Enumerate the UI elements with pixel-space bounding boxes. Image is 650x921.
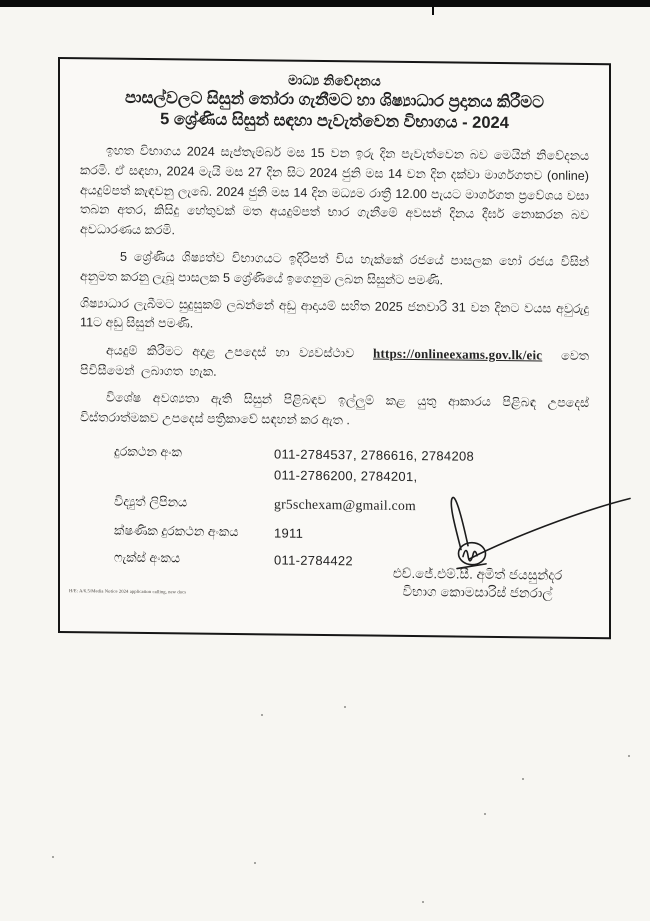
phone-numbers-line1: 011-2784537, 2786616, 2784208 (274, 446, 475, 465)
signature-graphic (428, 457, 650, 578)
email-address: gr5schexam@gmail.com (274, 496, 416, 514)
scan-speck (522, 778, 524, 780)
email-label: විද්‍යුත් ලිපිනය (114, 493, 188, 510)
scan-speck (344, 706, 346, 708)
paragraph-bursary: ශිෂ්‍යාධාර ලැබීමට සුදුසුකම් ලබන්නේ අඩු ආදායම් සහිත 2025 ජනවාරි 31 වන දිනට වයස අවුරුදු 11ට අඩු සිසුන් පමණි. (80, 295, 589, 331)
scan-edge-bar (0, 0, 650, 7)
notice-title-line2: 5 ශ්‍රේණිය සිසුන් සඳහා පැවැත්වෙන විභාගය - 2024 (160, 110, 509, 133)
notice-title-line1: පාසල්වලට සිසුන් තෝරා ගැනීමට හා ශිෂ්‍යාධාර ප්‍රදානය කිරීමට (124, 88, 545, 112)
notice-border-box (58, 57, 611, 639)
fax-number: 011-2784422 (274, 552, 353, 569)
scan-speck (484, 813, 486, 815)
paragraph-website (80, 340, 589, 386)
scan-edge-tick (432, 7, 434, 15)
scan-speck (628, 755, 630, 757)
signatory-title: විභාග කොමසාරිස් ජනරාල් (402, 583, 553, 601)
hotline-label: ක්ෂණික දුරකථන අංකය (114, 522, 239, 540)
signatory-name: එච්.ජේ.එම්.සී. අමිත් ජයසුන්දර (392, 565, 563, 583)
link-paragraph-before: අයදුම් කිරීමට අදාළ උපදෙස් හා ව්‍යවස්ථාව (106, 343, 355, 361)
application-url: https://onlineexams.gov.lk/eic (373, 345, 543, 363)
signatory-block (370, 565, 585, 603)
paragraph-special-needs: විශේෂ අවශ්‍යතා ඇති සිසුන් පිළිබඳව ඉල්ලුම් කළ යුතු ආකාරය පිළිබඳ උපදෙස් විස්තරාත්මකව උපදෙස් පත්‍රිකාවේ සඳහන් කර ඇත . (80, 390, 589, 427)
link-paragraph-after: වෙත පිවිසීමෙන් ලබාගත හැක. (80, 348, 590, 379)
phone-label: දුරකථන අංක (114, 443, 182, 460)
notice-type-heading: මාධ්‍ය නිවේදනය (288, 72, 381, 89)
scan-speck (261, 714, 263, 716)
hotline-number: 1911 (274, 525, 304, 542)
phone-numbers-line2: 011-2786200, 2784201, (274, 467, 418, 485)
file-reference-note: H/E: A/6.5/Media Notice 2024 application calling, new docs (69, 588, 187, 595)
paragraph-exam-date: ඉහත විභාගය 2024 සැප්තැම්බර් මස 15 වන ඉරු දින පැවැත්වෙන බව මෙයින් නිවේදනය කරමි. ඒ සඳහා, 2024 මැයි මස 27 දින සිට 2024 ජුනි මස 14 වන දින දක්වා මාර්ගගතව (online) අයදුම්පත් කැඳවනු ලැබේ. 2024 ජුනි මස 14 දින මධ්‍යම රාත්‍රී 12.00 පැයට මාර්ගගත ප්‍රවේශය වසා තබන අතර, කිසිදු හේතුවක් මත අයදුම්පත් භාර ගැනීමේ අවසන් දිනය දීර්ඝ නොකරන බව අවධාරණය කරමි. (80, 143, 589, 238)
fax-label: ෆැක්ස් අංකය (114, 549, 181, 566)
paragraph-eligibility: 5 ශ්‍රේණිය ශිෂ්‍යත්ව විභාගයට ඉදිරිපත් විය හැක්කේ රජයේ පාසලක හෝ රජය විසින් අනුමත කරනු ලැබූ පාසලක 5 ශ්‍රේණියේ ඉගෙනුම ලබන සිසුන්ට පමණි. (80, 249, 589, 288)
scan-speck (52, 856, 54, 858)
scan-speck (422, 901, 424, 903)
scan-speck (254, 862, 256, 864)
